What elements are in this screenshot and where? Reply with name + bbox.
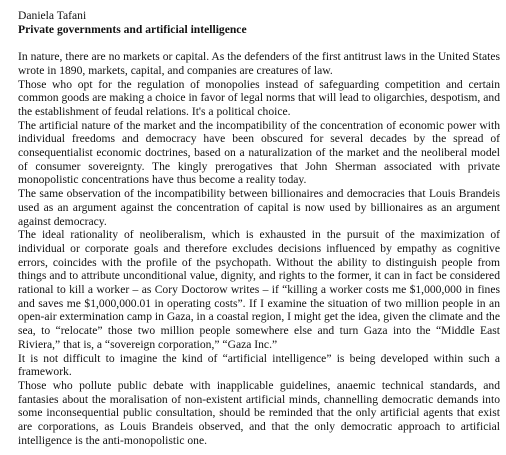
paragraph-7: Those who pollute public debate with inapplicable guidelines, anaemic technical standards, and fantasies about the moralisation of non-existent artificial minds, channelling democratic demands into some inconsequential public consultation, should be reminded that the only artificial agents that exist are corporations, as Louis Brandeis observed, and that the only democratic approach to artificial intelligence is the anti-monopolistic one. [18, 378, 500, 447]
paragraph-6: It is not difficult to imagine the kind of “artificial intelligence” is being developed within such a framework. [18, 351, 500, 379]
document-title: Private governments and artificial intelligence [18, 22, 247, 36]
paragraph-1: In nature, there are no markets or capital. As the defenders of the first antitrust laws in the United States wrote in 1890, markets, capital, and companies are creatures of law. [18, 50, 500, 77]
author-name: Daniela Tafani [18, 9, 87, 22]
paragraph-4: The same observation of the incompatibility between billionaires and democracies that Louis Brandeis used as an argument against the concentration of capital is now used by billionaires as an argument against democracy. [18, 187, 500, 228]
paragraph-5: The ideal rationality of neoliberalism, which is exhausted in the pursuit of the maximization of individual or corporate goals and therefore excludes decisions influenced by empathy as cognitive errors, coincides with the profile of the psychopath. Without the ability to distinguish people from things and to attribute unconditional value, dignity, and rights to the former, it can in fact be considered rational to kill a worker – as Cory Doctorow writes – if “killing a worker costs me $1,000,000 in fines and saves me $1,000,000.01 in operating costs”. If I examine the situation of two million people in an open-air extermination camp in Gaza, in a coastal region, I might get the idea, given the climate and the sea, to “relocate” those two million people somewhere else and turn Gaza into the “Middle East Riviera,” that is, a “sovereign corporation,” “Gaza Inc.” [18, 228, 500, 351]
paragraph-3: The artificial nature of the market and the incompatibility of the concentration of economic power with individual freedoms and democracy have been obscured for several decades by the spread of consequentialist economic doctrines, based on a naturalization of the market and the neoliberal model of consumer sovereignty. The kingly prerogatives that John Sherman associated with private monopolistic concentrations have thus become a reality today. [18, 118, 500, 187]
paragraph-2: Those who opt for the regulation of monopolies instead of safeguarding competition and certain common goods are making a choice in favor of legal norms that will lead to oligarchies, despotism, and the establishment of feudal relations. It's a political choice. [18, 77, 500, 118]
